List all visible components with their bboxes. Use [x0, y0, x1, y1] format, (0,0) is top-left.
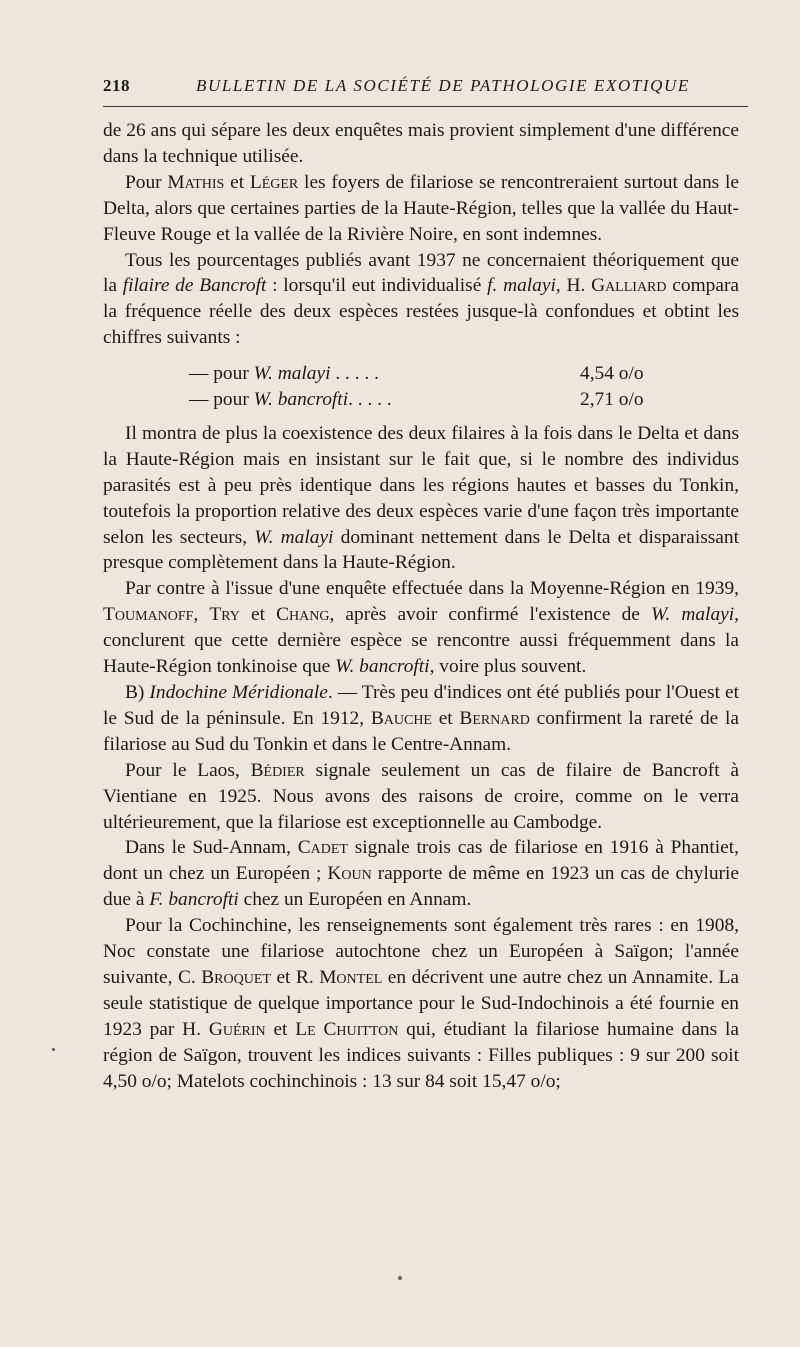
author-name: Try — [209, 604, 240, 626]
body-text — [103, 118, 739, 1095]
margin-ink-spot — [52, 1048, 55, 1051]
paragraph-9: Pour la Cochinchine, les renseignements sont également très rares : en 1908, Noc constate une filariose autochtone chez un Européen à Saïgon; l'année suivante, C. Broquet et R. Montel en décrivent une autre chez un Annamite. La seule statistique de quelque importance pour le Sud-Indochinois a été fournie en 1923 par H. Guérin et Le Chuitton qui, étudiant la filariose humaine dans la région de Saïgon, trouvent les indices suivants : Filles publiques : 9 sur 200 soit 4,50 o/o; Matelots cochinchinois : 13 sur 84 soit 15,47 o/o; — [103, 915, 739, 1092]
row-value: 4,54 o/o — [580, 363, 644, 385]
page-header — [103, 74, 748, 100]
author-name: Bauche — [370, 707, 432, 729]
bottom-ink-spot — [398, 1276, 402, 1280]
author-name: Mathis — [167, 171, 225, 193]
row-label: — pour W. bancrofti. . . . . — [189, 389, 392, 411]
author-name: Montel — [319, 966, 383, 988]
table-row — [103, 361, 739, 387]
author-name: Broquet — [201, 966, 271, 988]
author-name: Cadet — [297, 837, 348, 859]
paragraph-4: Il montra de plus la coexistence des deux filaires à la fois dans le Delta et dans la Haute-Région mais en insistant sur le fait que, si le nombre des individus parasités est à peu près identique dans les régions hautes et basses du Tonkin, toutefois la proportion relative des deux espèces varie d'une façon très importante selon les secteurs, W. malayi dominant nettement dans le Delta et disparaissant presque complètement dans la Haute-Région. — [103, 422, 739, 574]
author-name: Le Chuitton — [295, 1018, 399, 1040]
species-name: W. malayi — [651, 604, 735, 626]
author-name: Koun — [327, 863, 372, 885]
frequency-table — [103, 361, 739, 413]
author-name: Toumanoff — [103, 604, 194, 626]
paragraph-2: Pour Mathis et Léger les foyers de filariose se rencontreraient surtout dans le Delta, alors que certaines parties de la Haute-Région, telles que la vallée du Haut-Fleuve Rouge et la vallée de la Rivière Noire, en sont indemnes. — [103, 171, 739, 245]
table-row — [103, 387, 739, 413]
paragraph-8: Dans le Sud-Annam, Cadet signale trois cas de filariose en 1916 à Phantiet, dont un chez un Européen ; Koun rapporte de même en 1923 un cas de chylurie due à F. bancrofti chez un Européen en Annam. — [103, 837, 739, 911]
species-name: W. bancrofti — [253, 389, 349, 411]
author-name: Léger — [249, 171, 299, 193]
italic-term: filaire de Bancroft — [122, 275, 267, 297]
header-rule — [103, 106, 748, 107]
species-name: F. bancrofti — [149, 889, 239, 911]
author-name: Bédier — [250, 759, 305, 781]
paragraph-1: de 26 ans qui sépare les deux enquêtes mais provient simplement d'une différence dans la technique utilisée. — [103, 120, 739, 167]
author-name: Galliard — [591, 275, 667, 297]
species-name: W. bancrofti — [335, 656, 430, 678]
species-name: W. malayi — [254, 526, 334, 548]
species-name: W. malayi — [253, 363, 331, 385]
section-heading: Indochine Méridionale — [149, 682, 328, 703]
author-name: Guérin — [208, 1018, 266, 1040]
paragraph-6: B) Indochine Méridionale. — Très peu d'indices ont été publiés pour l'Ouest et le Sud de la péninsule. En 1912, Bauche et Bernard confirment la rareté de la filariose au Sud du Tonkin et dans le Centre-Annam. — [103, 682, 739, 755]
running-title: BULLETIN DE LA SOCIÉTÉ DE PATHOLOGIE EXOTIQUE — [196, 76, 690, 95]
author-name: Chang — [276, 604, 330, 626]
row-label: — pour W. malayi . . . . . — [189, 363, 379, 385]
author-name: Bernard — [459, 707, 530, 729]
page-number: 218 — [103, 76, 130, 95]
paragraph-5: Par contre à l'issue d'une enquête effectuée dans la Moyenne-Région en 1939, Toumanoff, Try et Chang, après avoir confirmé l'existence de W. malayi, conclurent que cette dernière espèce se rencontre aussi fréquemment dans la Haute-Région tonkinoise que W. bancrofti, voire plus souvent. — [103, 578, 739, 678]
row-value: 2,71 o/o — [580, 389, 644, 411]
italic-term: f. malayi — [487, 275, 556, 297]
paragraph-7: Pour le Laos, Bédier signale seulement un cas de filaire de Bancroft à Vientiane en 1925. Nous avons des raisons de croire, comme on le verra ultérieurement, que la filariose est exceptionnelle au Cambodge. — [103, 759, 739, 833]
paragraph-3: Tous les pourcentages publiés avant 1937 ne concernaient théoriquement que la filaire de Bancroft : lorsqu'il eut individualisé f. malayi, H. Galliard compara la fréquence réelle des deux espèces restées jusque-là confondues et obtint les chiffres suivants : — [103, 249, 740, 349]
